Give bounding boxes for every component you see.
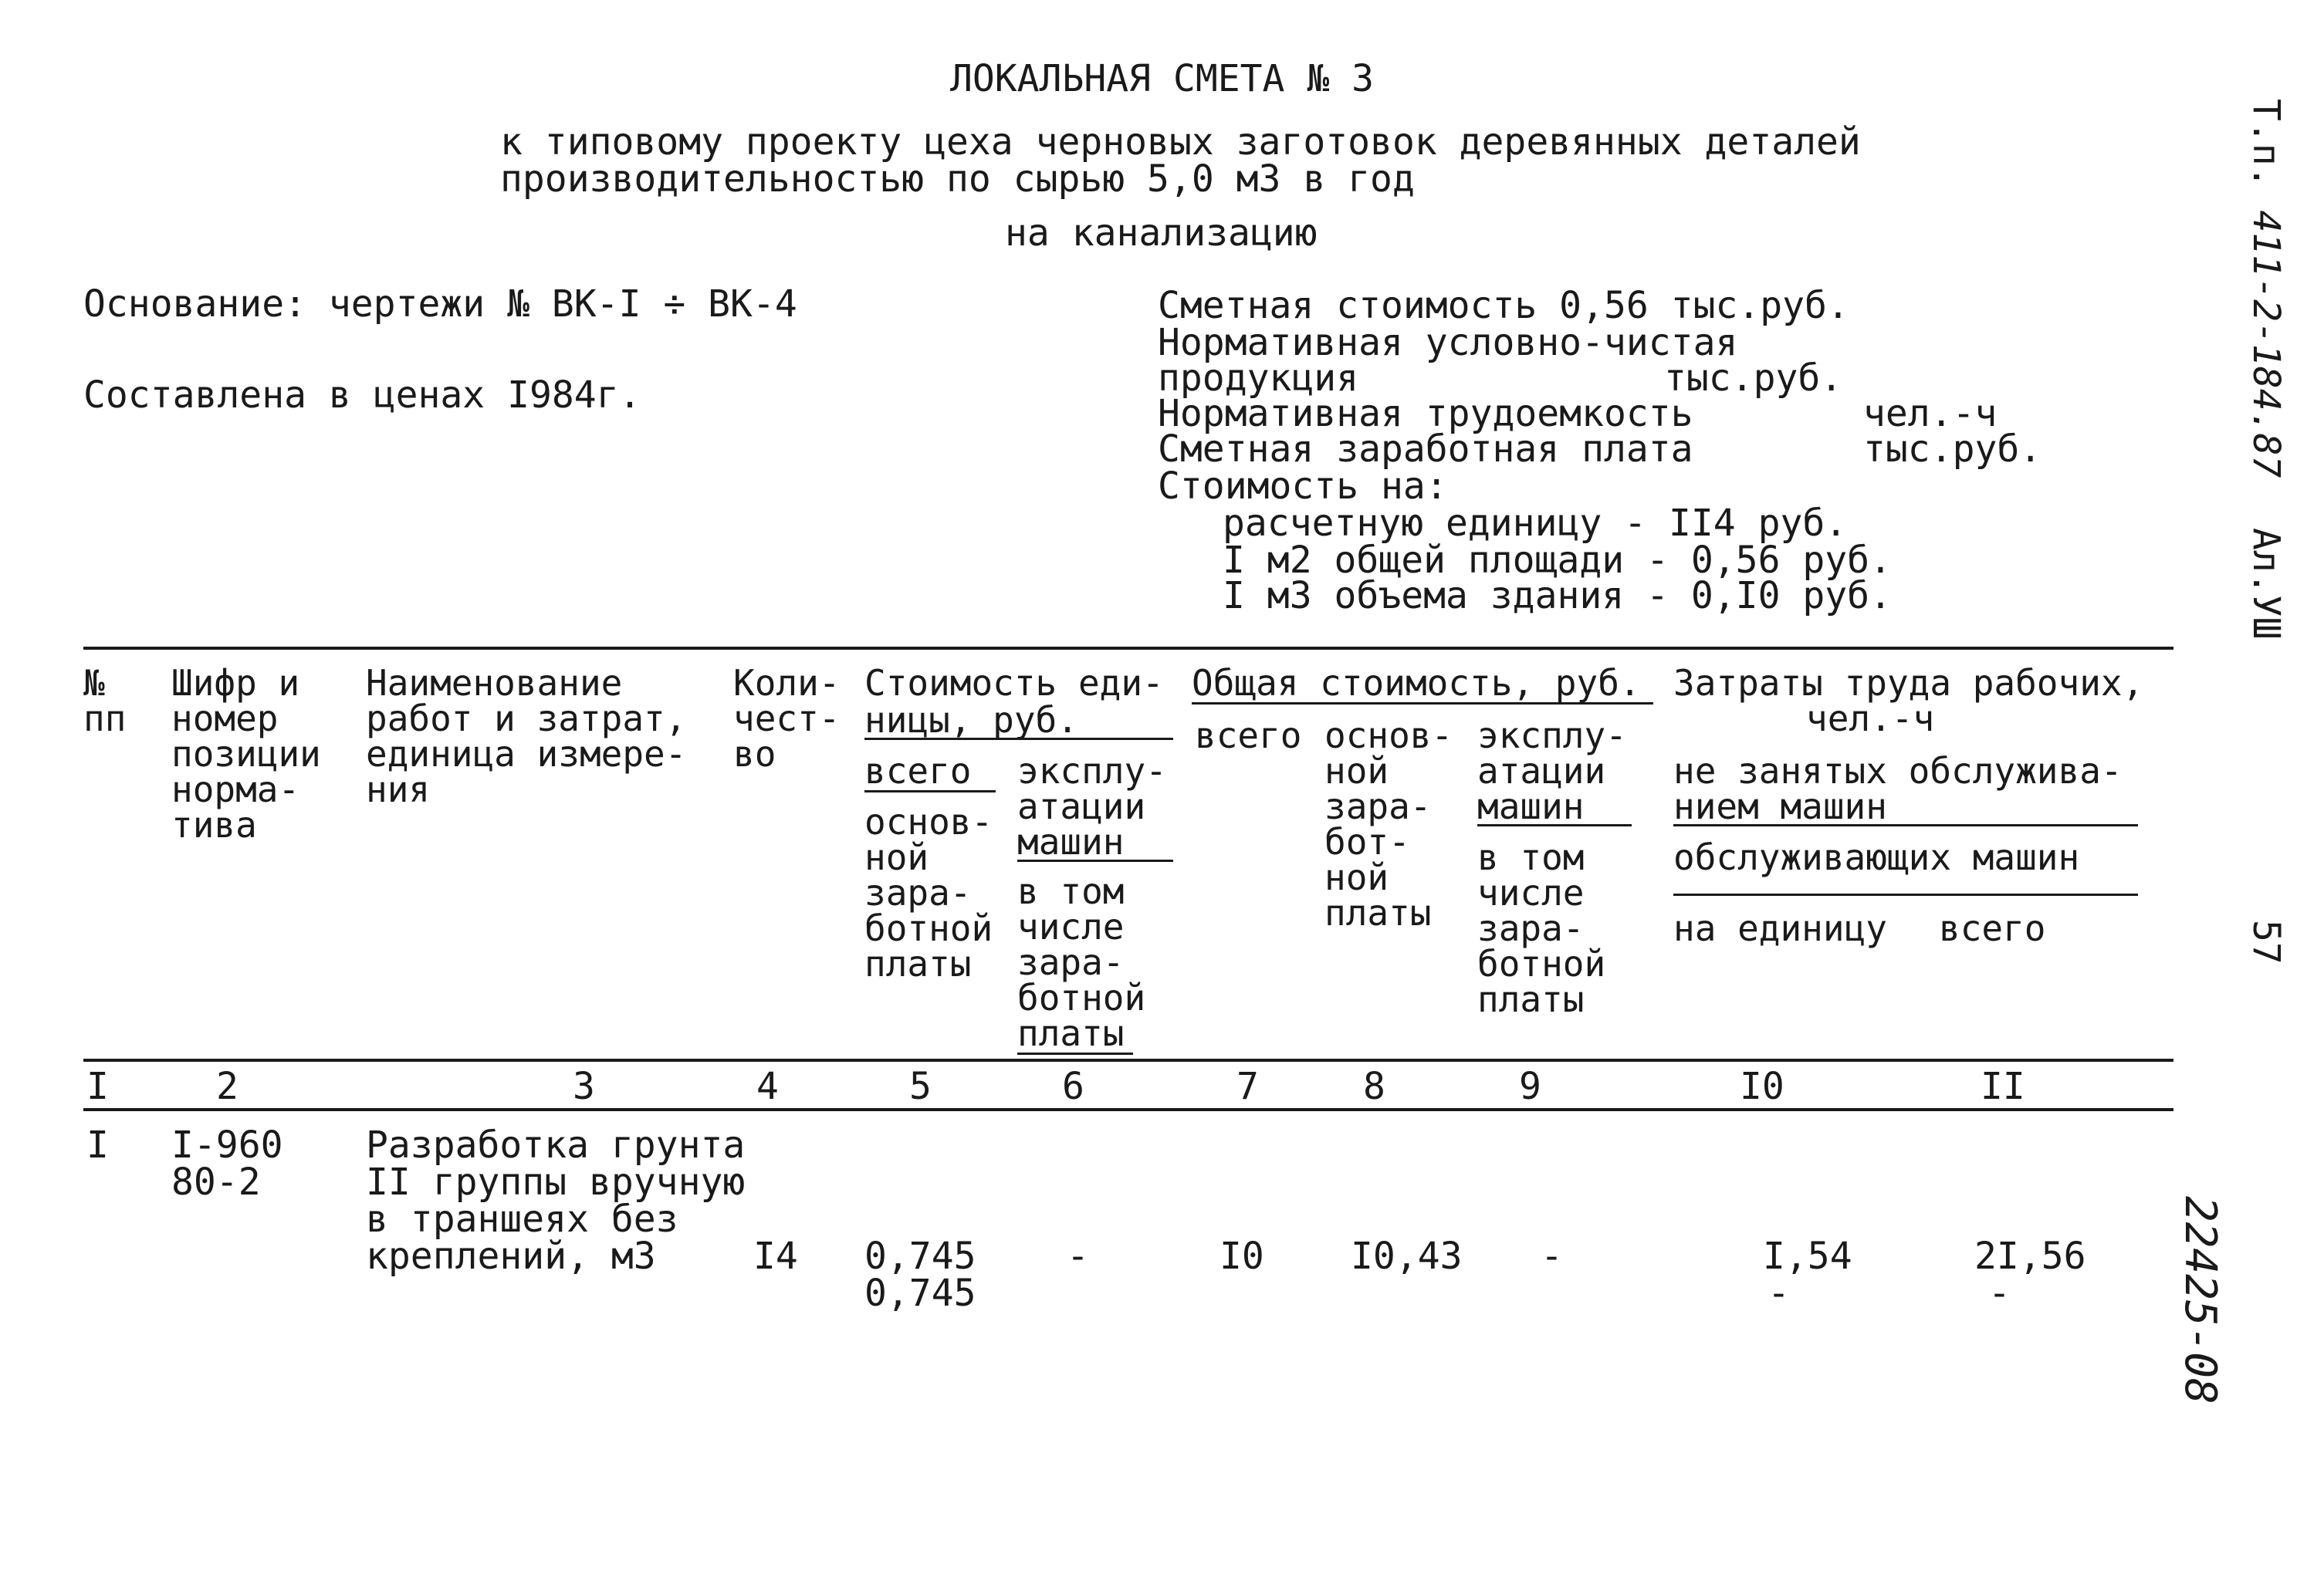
row-total-wage: I0,43 <box>1351 1235 1463 1278</box>
col-head-total-machine: эксплу- атации машин <box>1477 715 1627 827</box>
col-number-6: 6 <box>1062 1065 1084 1108</box>
col-number-3: 3 <box>573 1065 595 1108</box>
net-product-line: продукция <box>1158 357 1359 400</box>
album-number: Ал.УШ <box>2245 528 2288 640</box>
col-head-name: Наименование работ и затрат, единица измере- ния <box>366 662 687 810</box>
labor-intensity-label: Нормативная трудоемкость <box>1158 392 1693 435</box>
total-machine-underline <box>1477 824 1632 826</box>
col-head-labor-total: всего <box>1939 907 2046 949</box>
cost-per-unit: расчетную единицу - II4 руб. <box>1223 502 1848 545</box>
col-number-10: I0 <box>1740 1065 1784 1108</box>
col-number-2: 2 <box>216 1065 238 1108</box>
row-labor-total: 2I,56 <box>1974 1235 2086 1278</box>
document-subtitle-line3: на канализацию <box>1005 211 1318 255</box>
total-cost-underline <box>1192 702 1653 705</box>
col-head-unit-cost-2: ницы, руб. <box>864 699 1078 741</box>
labor-intensity-unit: чел.-ч <box>1863 392 1998 435</box>
col-head-unit-machine-wage: в том числе зара- ботной платы <box>1017 870 1146 1054</box>
unit-machine-underline <box>1017 860 1173 862</box>
document-title: ЛОКАЛЬНАЯ СМЕТА № 3 <box>949 57 1375 100</box>
basis-line: Основание: чертежи № ВК-I ÷ ВК-4 <box>83 282 797 326</box>
col-head-labor-not-machine: не занятых обслужива- нием машин <box>1673 750 2123 827</box>
col-numbers-bottom-rule <box>83 1108 2173 1111</box>
col-head-no: № пп <box>83 662 127 739</box>
labor-machine-underline <box>1673 894 2138 896</box>
doc-reference-prefix: Т.п. <box>2245 99 2288 188</box>
col-number-8: 8 <box>1363 1065 1385 1108</box>
doc-reference-number: 411-2-184.87 <box>2245 210 2288 478</box>
col-number-9: 9 <box>1519 1065 1541 1108</box>
row-labor-unit-machine: - <box>1768 1272 1790 1315</box>
col-head-total: всего <box>1195 715 1302 756</box>
row-name: Разработка грунта II группы вручную в траншеях без креплений, м3 <box>366 1124 746 1278</box>
unit-total-underline <box>864 790 996 792</box>
document-subtitle-line2: производительностью по сырью 5,0 м3 в год <box>500 157 1415 201</box>
col-number-4: 4 <box>756 1065 779 1108</box>
col-head-code: Шифр и номер позиции норма- тива <box>171 662 321 846</box>
row-unit-machine: - <box>1067 1235 1089 1278</box>
col-number-7: 7 <box>1236 1065 1259 1108</box>
doc-reference <box>2245 99 2288 478</box>
row-no: I <box>86 1124 109 1167</box>
cost-per-label: Стоимость на: <box>1158 465 1448 508</box>
table-top-rule <box>83 647 2173 650</box>
col-number-11: II <box>1981 1065 2025 1108</box>
net-product-unit: тыс.руб. <box>1664 357 1843 400</box>
col-head-qty: Коли- чест- во <box>733 662 841 775</box>
col-head-labor-2: чел.-ч <box>1806 698 1935 739</box>
registration-stamp: 22425-08 <box>2175 1196 2225 1404</box>
row-qty: I4 <box>753 1235 798 1278</box>
col-head-labor-machine: обслуживающих машин <box>1673 836 2080 878</box>
row-unit-wage: 0,745 <box>864 1272 976 1315</box>
prices-line: Составлена в ценах I984г. <box>83 373 641 417</box>
col-head-total-machine-wage: в том числе зара- ботной платы <box>1477 836 1606 1020</box>
labor-not-machine-underline <box>1673 824 2138 826</box>
col-number-1: I <box>86 1065 109 1108</box>
col-head-total-wage: основ- ной зара- бот- ной платы <box>1324 715 1453 934</box>
col-head-unit-machine: эксплу- атации машин <box>1017 750 1167 863</box>
row-total: I0 <box>1220 1235 1264 1278</box>
col-head-unit-cost: Стоимость еди- <box>864 662 1164 704</box>
wage-unit: тыс.руб. <box>1863 427 2042 471</box>
cost-per-m2: I м2 общей площади - 0,56 руб. <box>1223 539 1892 582</box>
col-head-total-cost: Общая стоимость, руб. <box>1192 662 1641 704</box>
page-number: 57 <box>2245 920 2288 965</box>
row-unit-total: 0,745 <box>864 1235 976 1278</box>
cost-per-m3: I м3 объема здания - 0,I0 руб. <box>1223 574 1892 617</box>
col-head-unit-wage: основ- ной зара- ботной платы <box>864 801 993 985</box>
wage-label: Сметная заработная плата <box>1158 427 1693 471</box>
col-head-unit-total: всего <box>864 750 972 792</box>
row-labor-total-machine: - <box>1988 1272 2011 1315</box>
net-product-label: Нормативная условно-чистая <box>1158 321 1738 364</box>
col-head-per-unit: на единицу <box>1673 907 1887 949</box>
row-total-machine: - <box>1541 1235 1563 1278</box>
header-bottom-rule <box>83 1059 2173 1062</box>
row-labor-unit: I,54 <box>1763 1235 1852 1278</box>
document-subtitle-line1: к типовому проекту цеха черновых заготовок деревянных деталей <box>500 120 1861 164</box>
row-code: I-960 80-2 <box>171 1124 283 1204</box>
col-number-5: 5 <box>909 1065 932 1108</box>
col-head-labor: Затраты труда рабочих, <box>1673 662 2144 704</box>
unit-cost-underline <box>864 738 1173 740</box>
unit-machine-wage-underline <box>1017 1053 1133 1055</box>
estimated-cost: Сметная стоимость 0,56 тыс.руб. <box>1158 284 1849 327</box>
